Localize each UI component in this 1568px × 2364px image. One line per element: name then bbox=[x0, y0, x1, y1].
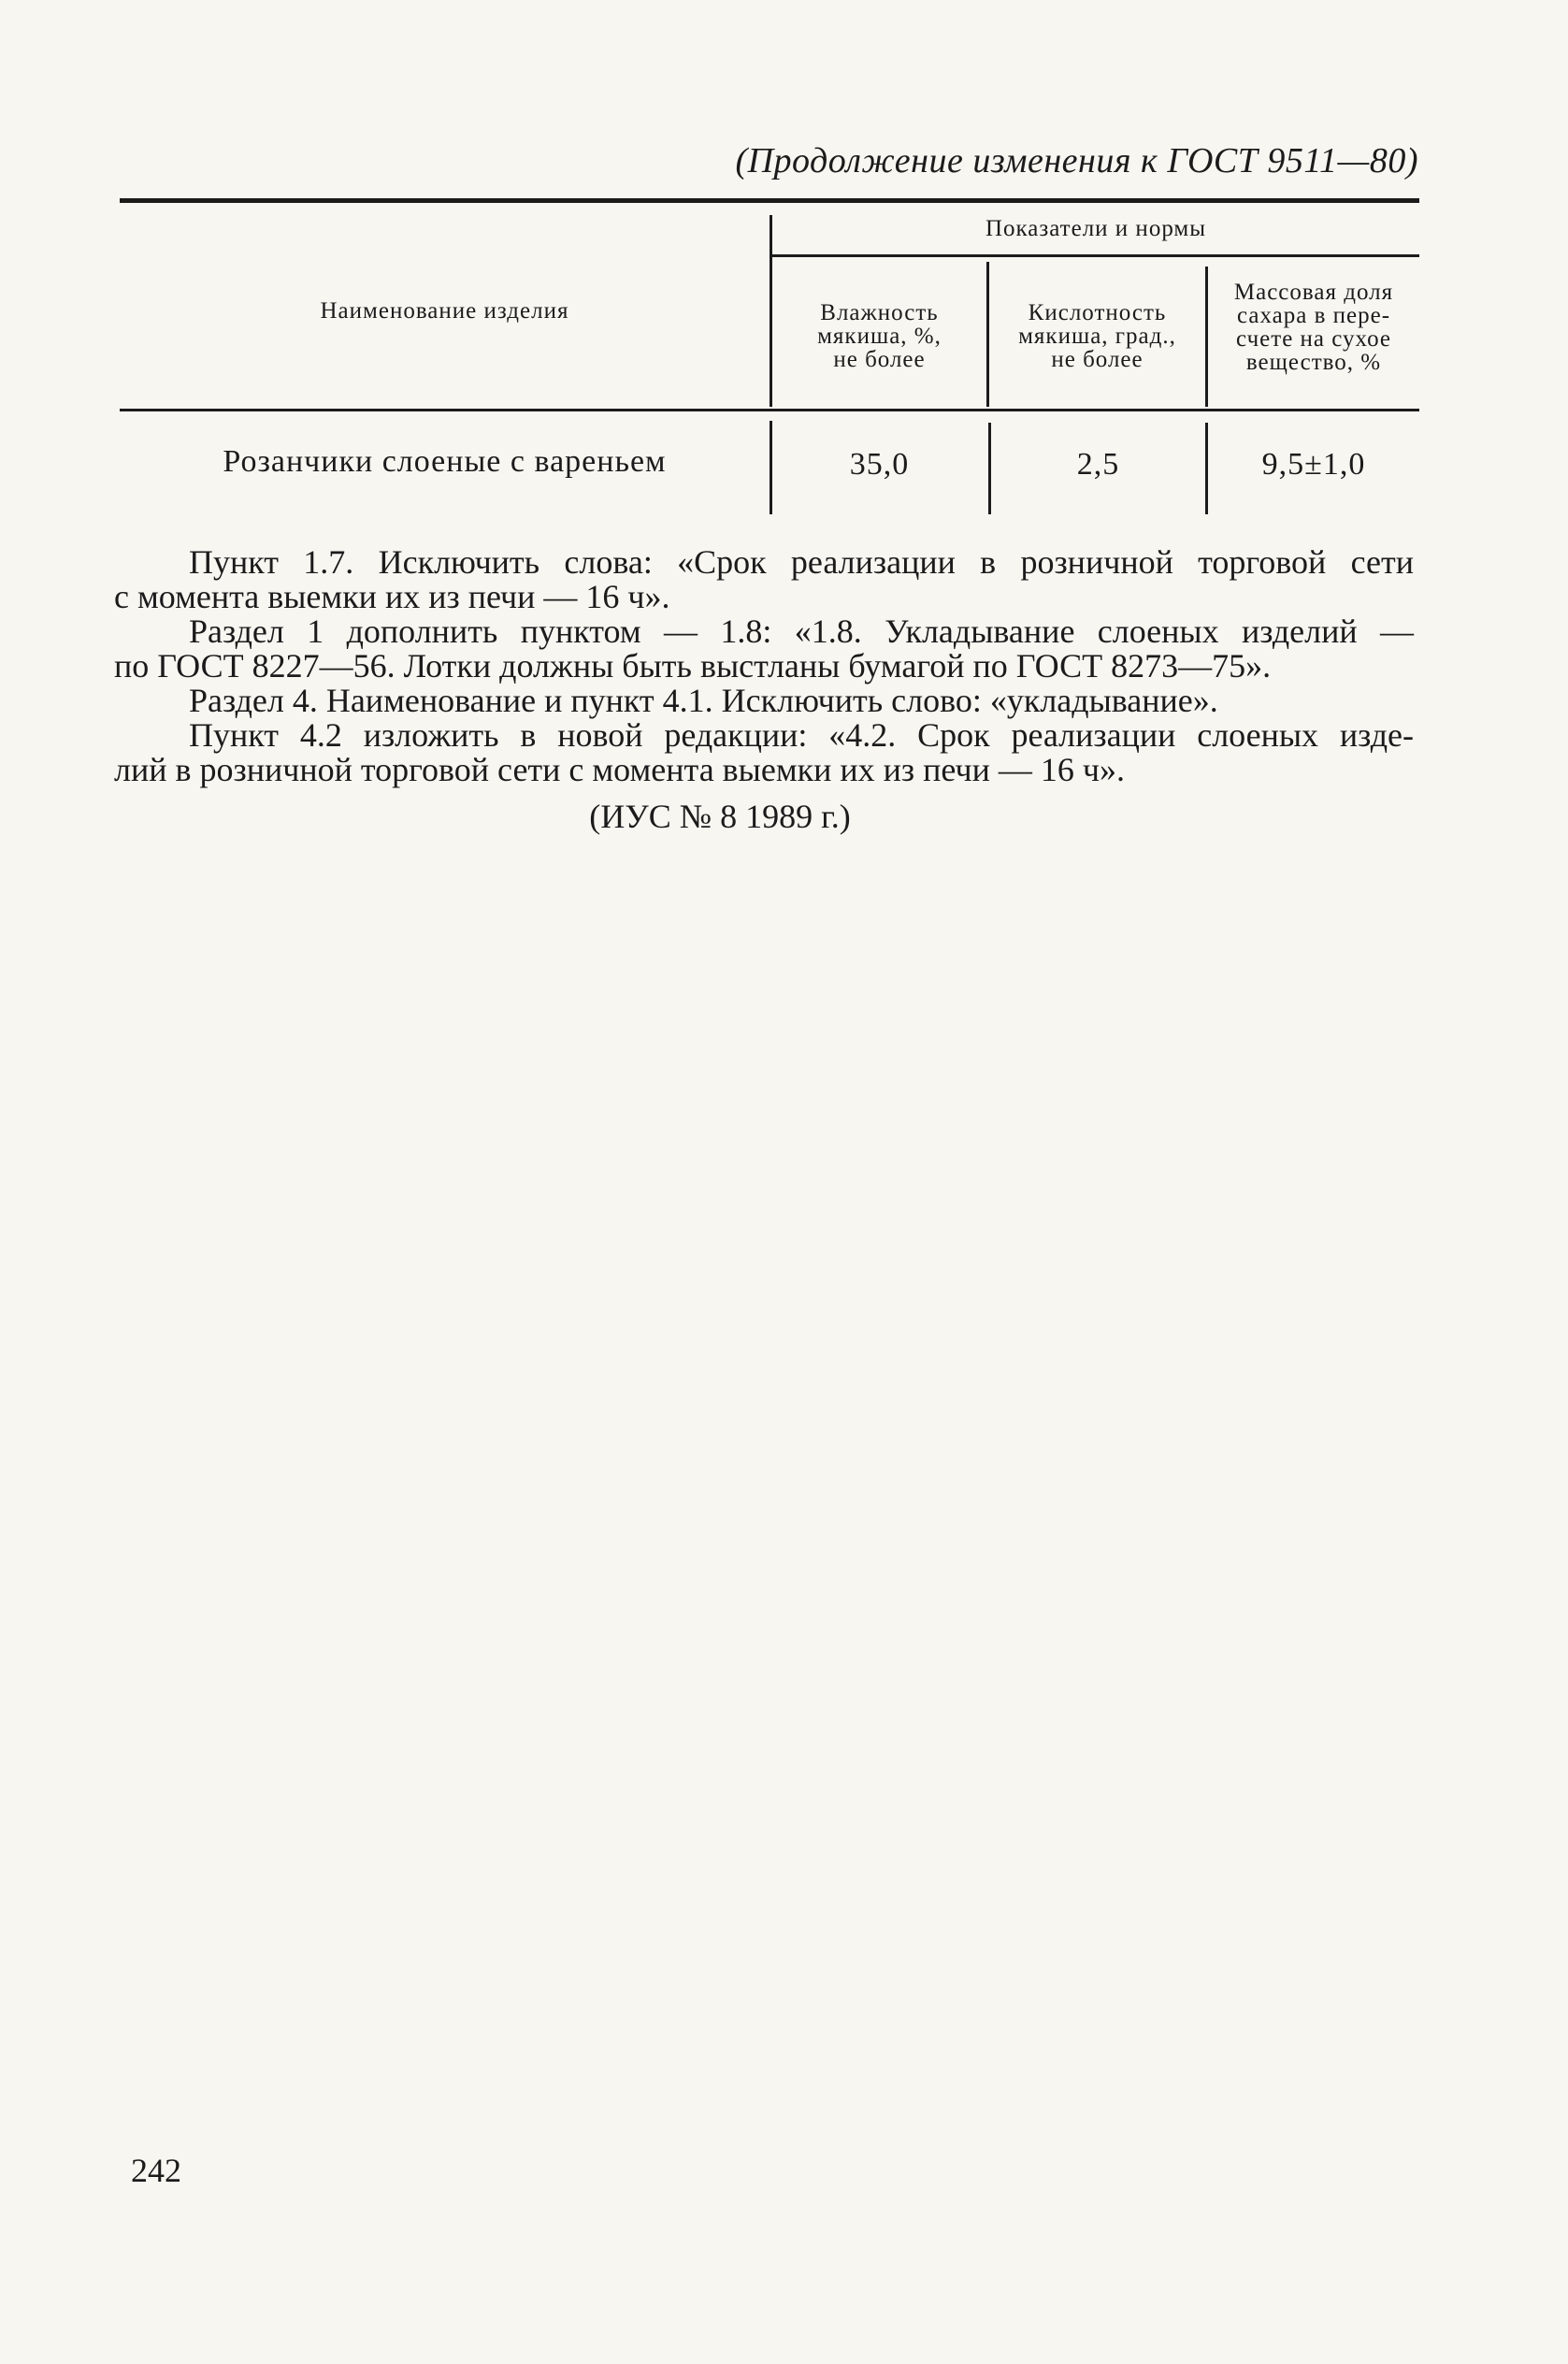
sugar-header: Массовая доля сахара в пере- счете на сухое вещество, % bbox=[1233, 280, 1394, 375]
table-cell-moisture: 35,0 bbox=[849, 447, 910, 482]
table-cell-sugar: 9,5±1,0 bbox=[1261, 447, 1366, 482]
product-name-header: Наименование изделия bbox=[320, 298, 569, 324]
header-bottom-rule bbox=[120, 409, 1419, 411]
acidity-header: Кислотность мякиша, град., не более bbox=[1018, 300, 1176, 372]
continuation-note: (Продолжение изменения к ГОСТ 9511—80) bbox=[735, 141, 1418, 180]
amendment-text bbox=[114, 545, 1414, 787]
source-reference: (ИУС № 8 1989 г.) bbox=[589, 798, 851, 835]
paragraph: Раздел 1 дополнить пунктом — 1.8: «1.8. Укладывание слоеных изделий — по ГОСТ 8227—56. Лотки должны быть выстланы бумагой по ГОСТ 8273—75». bbox=[114, 613, 1414, 685]
group-header-rule bbox=[771, 254, 1419, 257]
paragraph: Пункт 4.2 изложить в новой редакции: «4.2. Срок реализации слоеных изде- лий в розничной торговой сети с момента выемки их из печи — 16 ч». bbox=[114, 716, 1414, 788]
table-row-product-name: Розанчики слоеные с вареньем bbox=[223, 444, 667, 479]
table-cell-acidity: 2,5 bbox=[1076, 447, 1120, 482]
paragraph: Раздел 4. Наименование и пункт 4.1. Исключить слово: «укладывание». bbox=[189, 682, 1218, 719]
moisture-header: Влажность мякиша, %, не более bbox=[817, 300, 942, 372]
indicators-group-header: Показатели и нормы bbox=[985, 216, 1207, 241]
paragraph: Пункт 1.7. Исключить слова: «Срок реализации в розничной торговой сети с момента выемки их из печи — 16 ч». bbox=[114, 543, 1414, 615]
table-top-rule bbox=[120, 198, 1419, 203]
page-number: 242 bbox=[131, 2152, 181, 2189]
